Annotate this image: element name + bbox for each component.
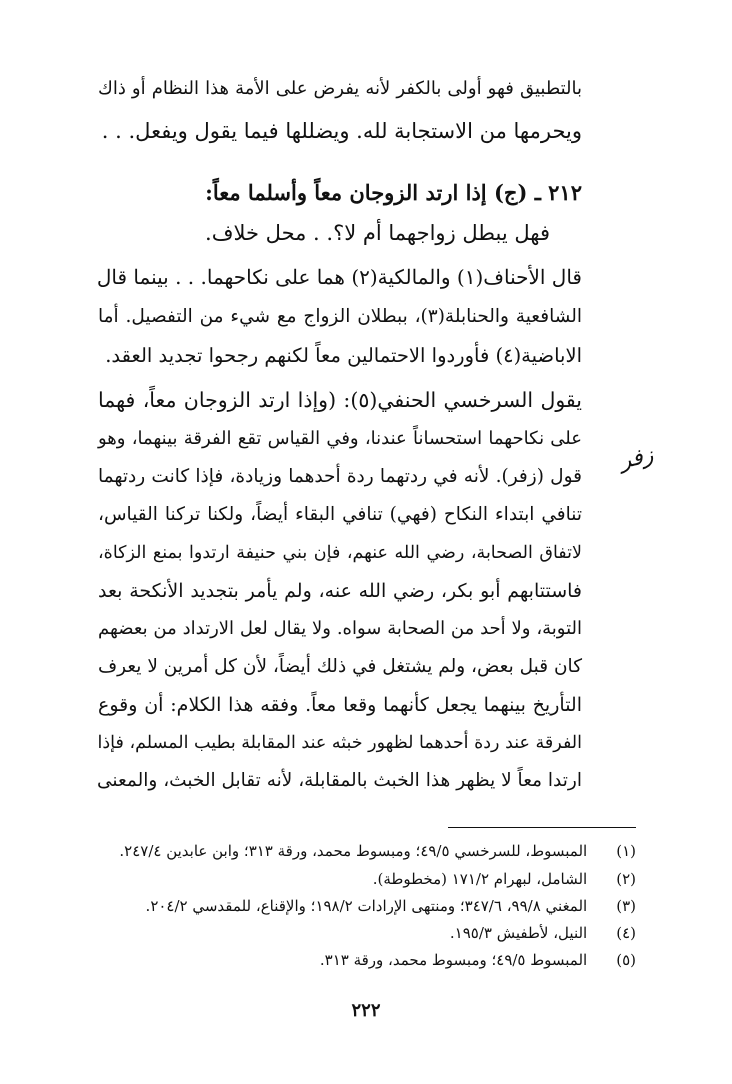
para2-line-1: يقول السرخسي الحنفي(٥): (وإذا ارتد الزوجان معاً، فهما (98, 388, 583, 412)
para2-line-4: تنافي ابتداء النكاح (فهي) تنافي البقاء أيضاً، ولكنا تركنا القياس، (98, 504, 582, 525)
footnote-number: (٥) (616, 951, 636, 969)
footnote-number: (٣) (616, 897, 636, 915)
footnote-text: المبسوط ٤٩/٥؛ ومبسوط محمد، ورقة ٣١٣. (319, 951, 588, 969)
footnote-divider (448, 827, 636, 828)
footnote (116, 838, 636, 864)
para2-line-10: الفرقة عند ردة أحدهما لظهور خبثه عند المقابلة بطيب المسلم، فإذا (97, 733, 582, 753)
footnote-text: النيل، لأطفيش ١٩٥/٣. (449, 924, 588, 942)
footnote (116, 866, 636, 892)
footnote-number: (٤) (616, 924, 636, 942)
para1-line-2: الشافعية والحنابلة(٣)، ببطلان الزواج مع شيء من التفصيل. أما (98, 306, 582, 327)
para2-line-8: كان قبل بعض، ولم يشتغل في ذلك أيضاً، لأن كل أمرين لا يعرف (98, 656, 582, 677)
para2-line-11: ارتدا معاً لا يظهر هذا الخبث بالمقابلة، لأنه تقابل الخبث، والمعنى (96, 770, 582, 791)
para1-line-3: الاباضية(٤) فأوردوا الاحتمالين معاً لكنهم رجحوا تجديد العقد. (105, 344, 582, 367)
footnote-text: المغني ٩٩/٨، ٣٤٧/٦؛ ومنتهى الإرادات ١٩٨/٢؛ والإقناع، للمقدسي ٢٠٤/٢. (145, 897, 588, 915)
footnote-text: المبسوط، للسرخسي ٤٩/٥؛ ومبسوط محمد، ورقة ٣١٣؛ وابن عابدين ٢٤٧/٤. (119, 842, 588, 860)
footnote-text: الشامل، لبهرام ١٧١/٢ (مخطوطة). (372, 870, 588, 888)
para1-line-1: قال الأحناف(١) والمالكية(٢) هما على نكاحهما. . . بينما قال (96, 265, 582, 289)
footnote-number: (٢) (616, 870, 636, 888)
handwritten-margin-note: زفر (617, 442, 656, 475)
section-heading (205, 178, 582, 208)
page-number: ٢٢٢ (351, 1000, 381, 1021)
section-question: فهل يبطل زواجهما أم لا؟. . محل خلاف. (205, 221, 550, 245)
para2-line-6: فاستتابهم أبو بكر، رضي الله عنه، ولم يأمر بتجديد الأنكحة بعد (98, 580, 582, 602)
para2-line-9: التأريخ بينهما يجعل كأنهما وقعا معاً. وفقه هذا الكلام: أن وقوع (98, 694, 582, 716)
footnote (116, 893, 636, 919)
para2-line-7: التوبة، ولا أحد من الصحابة سواه. ولا يقال لعل الارتداد من بعضهم (98, 618, 582, 639)
footnote-number: (١) (616, 842, 636, 860)
footnote (116, 947, 636, 973)
intro-line-1: بالتطبيق فهو أولى بالكفر لأنه يفرض على الأمة هذا النظام أو ذاك (98, 78, 582, 99)
para2-line-5: لاتفاق الصحابة، رضي الله عنهم، فإن بني حنيفة ارتدوا بمنع الزكاة، (98, 543, 582, 563)
section-title: إذا ارتد الزوجان معاً وأسلما معاً: (205, 180, 487, 205)
section-number: ٢١٢ ـ (ج) (493, 180, 582, 205)
para2-line-3: قول (زفر). لأنه في ردتهما ردة أحدهما وزيادة، فإذا كانت ردتهما (98, 466, 582, 487)
footnote (116, 920, 636, 946)
intro-line-2: ويحرمها من الاستجابة لله. ويضللها فيما يقول ويفعل. . . (101, 119, 582, 143)
para2-line-2: على نكاحهما استحساناً عندنا، وفي القياس تقع الفرقة بينهما، وهو (98, 428, 582, 449)
